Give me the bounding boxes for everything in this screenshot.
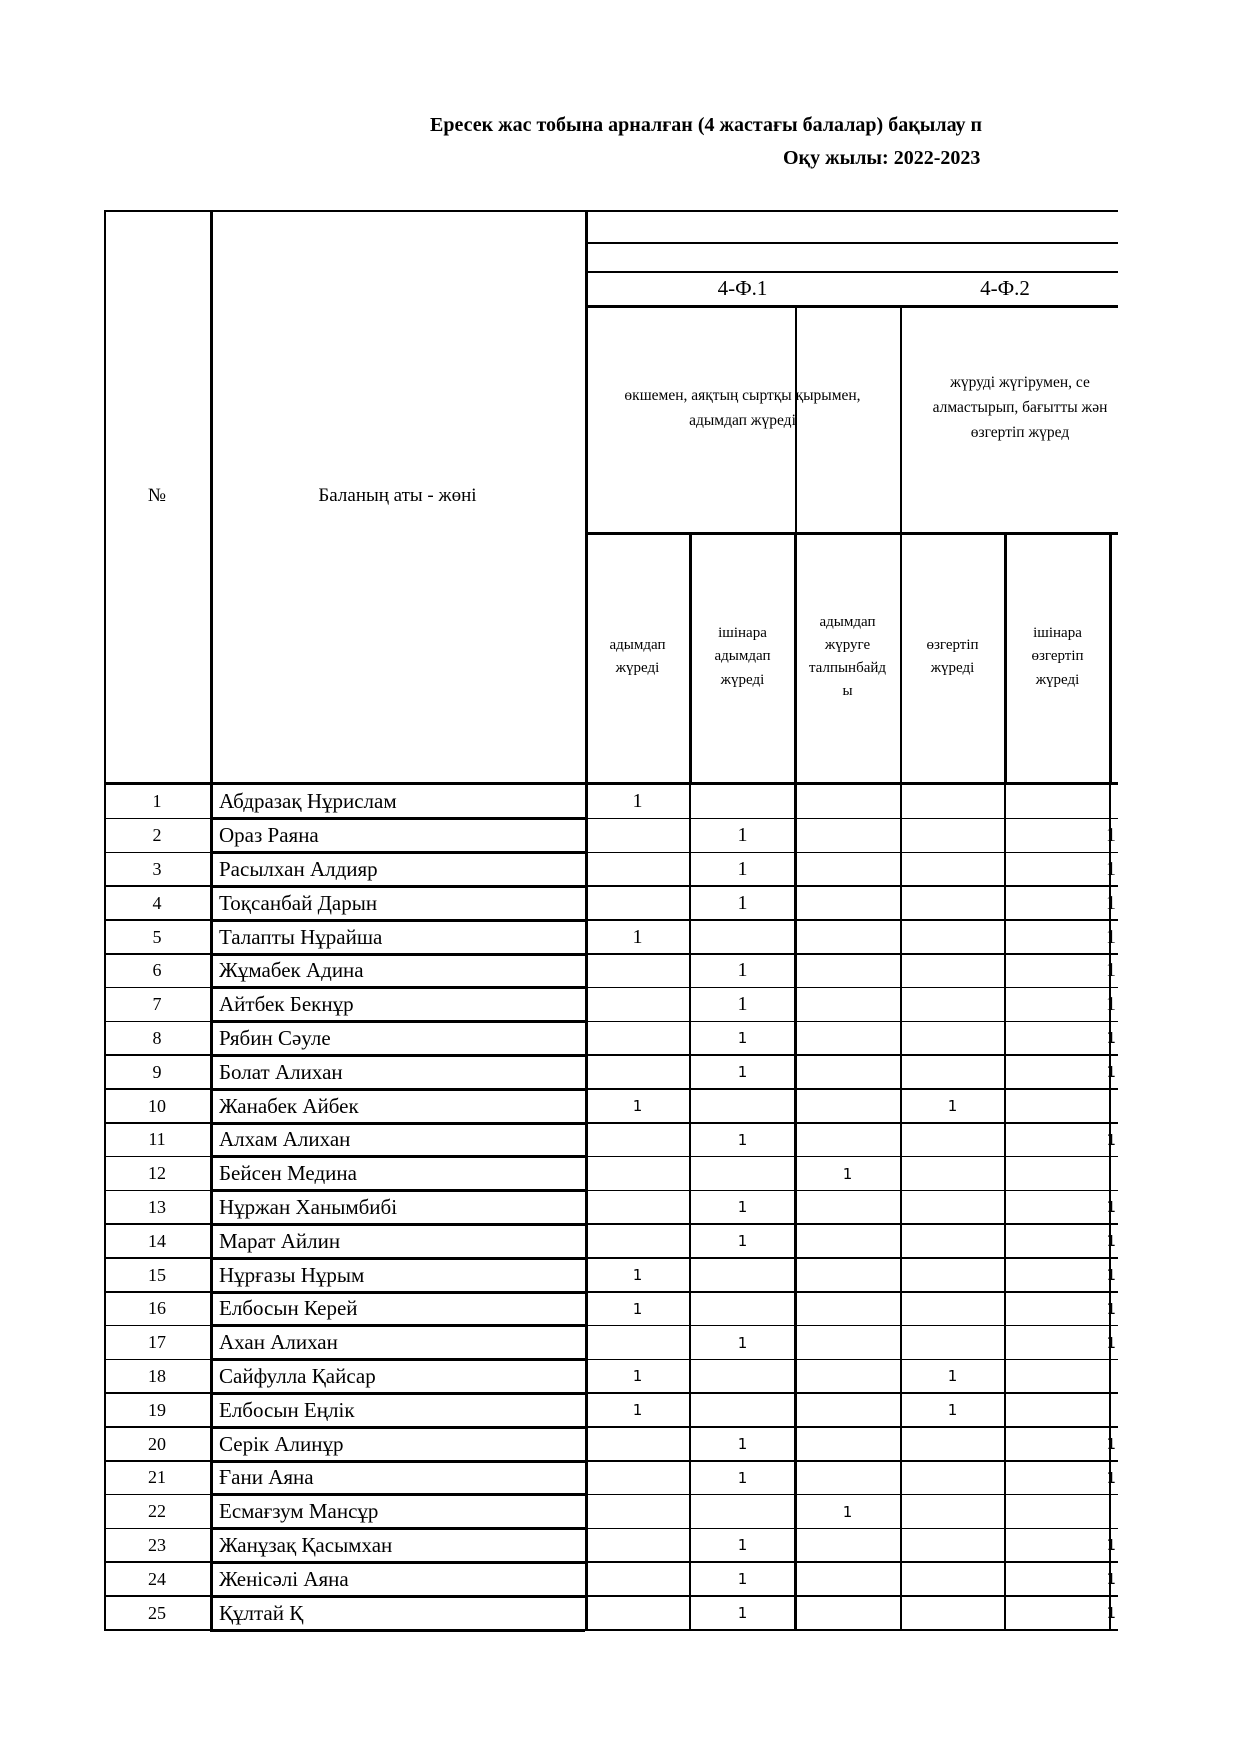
sub-column-header-line: ішінара [718,625,767,642]
child-name: Серік Алинұр [219,1431,344,1456]
mark-cell: 1 [737,1536,748,1555]
sub-column-header-line: талпынбайд [808,660,887,676]
row-number: 14 [148,1230,166,1251]
sub-column-header-line: жүруге [824,636,871,653]
mark-cell [795,1360,900,1394]
mark-cell: 1 [947,1401,958,1420]
child-name: Болат Алихан [219,1059,343,1084]
mark-cell: 1 [737,824,748,847]
mark-cell: 1 [1106,1468,1116,1487]
mark-cell [585,1224,690,1258]
mark-cell [690,785,795,819]
mark-cell [795,886,900,920]
sub-column-header [1005,532,1110,782]
mark-cell: 1 [1106,1604,1116,1623]
child-name: Жұмабек Адина [219,958,364,983]
number-column-header: № [147,485,167,506]
mark-cell [795,785,900,819]
row-number: 3 [152,858,162,879]
mark-cell [1005,1393,1118,1427]
mark-cell [690,1089,795,1123]
mark-cell: 1 [632,790,643,813]
row-number: 12 [148,1163,166,1184]
row-number: 1 [152,791,162,812]
group-description-4-f-1 [585,305,900,512]
sub-column-header-line: жүреді [1035,671,1080,688]
child-name: Елбосын Керей [219,1296,358,1321]
mark-cell: 1 [737,1468,748,1487]
mark-cell [795,1393,900,1427]
mark-cell: 1 [737,1063,748,1082]
mark-cell: 1 [737,1130,748,1149]
mark-cell [900,1157,1005,1191]
child-name: Талапты Нұрайша [219,924,383,949]
mark-cell [900,1258,1005,1292]
row-number: 20 [148,1433,166,1454]
sub-column-header [795,532,900,782]
mark-cell [795,920,900,954]
mark-cell: 1 [842,1164,853,1183]
sub-column-header-line: ы [842,683,853,700]
mark-cell [795,954,900,988]
mark-cell [795,1258,900,1292]
mark-cell [900,819,1005,853]
mark-cell [1005,1495,1118,1529]
child-name: Нұржан Ханымбибі [219,1194,398,1219]
mark-cell [585,1191,690,1225]
mark-cell [900,1292,1005,1326]
mark-cell: 1 [947,1367,958,1386]
mark-cell [795,1123,900,1157]
mark-cell: 1 [1106,1435,1116,1454]
mark-cell: 1 [737,1333,748,1352]
mark-cell [795,1596,900,1630]
mark-cell [900,1326,1005,1360]
mark-cell: 1 [1106,1063,1116,1082]
mark-cell [585,1427,690,1461]
child-name: Ахан Алихан [219,1330,338,1355]
mark-cell: 1 [1106,1198,1116,1217]
row-number: 5 [152,926,162,947]
mark-cell: 1 [1106,925,1116,948]
mark-cell: 1 [632,1299,643,1318]
mark-cell: 1 [737,1570,748,1589]
mark-cell [1005,785,1118,819]
mark-cell [795,1461,900,1495]
row-number: 13 [148,1196,166,1217]
mark-cell [795,1191,900,1225]
mark-cell [585,1562,690,1596]
mark-cell [795,819,900,853]
mark-cell [900,920,1005,954]
mark-cell [585,1596,690,1630]
row-number: 19 [148,1399,166,1420]
mark-cell: 1 [1106,1029,1116,1048]
mark-cell [690,1258,795,1292]
group-description-4-f-1-line: өкшемен, аяқтың сыртқы қырымен, [624,386,861,404]
mark-cell: 1 [737,1435,748,1454]
mark-cell [900,1123,1005,1157]
mark-cell [900,1427,1005,1461]
document-title: Ересек жас тобына арналған (4 жастағы балалар) бақылау п [430,114,983,136]
child-name: Жанұзақ Қасымхан [219,1532,393,1557]
sub-column-header-line: ішінара [1033,625,1082,642]
mark-cell: 1 [1106,891,1116,914]
mark-cell [585,1495,690,1529]
child-name: Расылхан Алдияр [219,856,378,881]
row-number: 11 [148,1129,166,1150]
child-name: Есмағзум Мансұр [219,1499,379,1524]
mark-cell [585,1055,690,1089]
mark-cell [690,1157,795,1191]
row-number: 15 [148,1264,166,1285]
mark-cell: 1 [1106,993,1116,1016]
mark-cell: 1 [1106,1570,1116,1589]
mark-cell [900,1191,1005,1225]
row-line-thick [210,1629,585,1632]
name-column-header: Баланың аты - жөні [318,485,477,506]
child-name: Марат Айлин [219,1228,341,1253]
mark-cell: 1 [737,993,748,1016]
row-number: 10 [148,1095,166,1116]
mark-cell [585,1529,690,1563]
group-code-4-f-1: 4-Ф.1 [717,275,768,300]
mark-cell [690,1292,795,1326]
sub-column-header [900,532,1005,782]
mark-cell [690,920,795,954]
mark-cell [585,886,690,920]
row-number: 18 [148,1365,166,1386]
sub-column-header [690,532,795,782]
row-number: 25 [148,1602,166,1623]
mark-cell [795,1427,900,1461]
group-description-4-f-2-line: өзгертіп жүред [970,423,1070,441]
mark-cell [900,988,1005,1022]
child-name: Рябин Сәуле [219,1025,331,1050]
mark-cell: 1 [737,891,748,914]
mark-cell: 1 [1106,1299,1116,1318]
mark-cell: 1 [947,1097,958,1116]
mark-cell: 1 [632,1367,643,1386]
group-description-4-f-2-line: алмастырып, бағытты жән [932,399,1108,417]
row-number: 22 [148,1501,166,1522]
mark-cell [1005,1089,1118,1123]
mark-cell [585,1157,690,1191]
mark-cell: 1 [1106,1333,1116,1352]
child-name: Нұрғазы Нұрым [219,1262,365,1287]
mark-cell [585,1461,690,1495]
mark-cell: 1 [632,1401,643,1420]
mark-cell [900,1495,1005,1529]
mark-cell [795,1562,900,1596]
mark-cell: 1 [737,1604,748,1623]
mark-cell [585,1022,690,1056]
mark-cell: 1 [737,959,748,982]
row-number: 8 [152,1027,162,1048]
mark-cell: 1 [1106,959,1116,982]
mark-cell [795,1292,900,1326]
row-number: 23 [148,1534,166,1555]
mark-cell [900,886,1005,920]
row-number: 9 [152,1061,162,1082]
mark-cell: 1 [1106,824,1116,847]
mark-cell: 1 [737,1198,748,1217]
child-name: Женісәлі Аяна [219,1566,349,1591]
row-line [585,1629,1118,1631]
child-name: Ораз Раяна [219,823,319,848]
mark-cell [1005,1360,1118,1394]
sub-column-header-line: жүреді [720,671,765,688]
child-name: Құлтай Қ [219,1600,304,1625]
mark-cell [900,954,1005,988]
mark-cell: 1 [737,857,748,880]
mark-cell [900,785,1005,819]
row-number: 17 [148,1332,166,1353]
mark-cell: 1 [737,1029,748,1048]
mark-cell [585,988,690,1022]
sub-column-header-line: адымдап [609,636,666,653]
row-number: 6 [152,960,162,981]
mark-cell [795,1529,900,1563]
mark-cell: 1 [1106,1232,1116,1251]
mark-cell [900,1529,1005,1563]
mark-cell: 1 [1106,1536,1116,1555]
mark-cell: 1 [842,1502,853,1521]
mark-cell: 1 [1106,857,1116,880]
mark-cell [690,1360,795,1394]
row-number: 4 [152,892,162,913]
mark-cell: 1 [1106,1130,1116,1149]
mark-cell [795,1326,900,1360]
group-code-4-f-2: 4-Ф.2 [980,275,1030,300]
mark-cell [585,853,690,887]
mark-cell [585,1123,690,1157]
mark-cell [585,954,690,988]
mark-cell [900,853,1005,887]
row-number: 16 [148,1298,166,1319]
mark-cell [795,1055,900,1089]
child-name: Алхам Алихан [219,1127,351,1152]
mark-cell [900,1562,1005,1596]
child-name: Абдразақ Нұрислам [219,789,397,814]
sub-column-header [585,532,690,782]
mark-cell [795,1089,900,1123]
sub-column-header-line: адымдап [714,648,771,665]
mark-cell: 1 [632,1097,643,1116]
mark-cell [795,1224,900,1258]
mark-cell: 1 [1106,1266,1116,1285]
mark-cell [690,1495,795,1529]
child-name: Ғани Аяна [219,1465,314,1490]
row-number: 24 [148,1568,166,1589]
sub-column-header-line: өзгертіп [926,636,979,653]
mark-cell [585,819,690,853]
child-name: Айтбек Бекнұр [219,992,354,1017]
mark-cell [900,1224,1005,1258]
group-description-4-f-2 [900,305,1118,512]
group-description-4-f-2-line: жүруді жүгірумен, се [950,374,1090,392]
child-name: Елбосын Еңлік [219,1397,355,1422]
mark-cell [900,1461,1005,1495]
mark-cell [900,1055,1005,1089]
mark-cell [585,1326,690,1360]
mark-cell [795,853,900,887]
mark-cell [900,1596,1005,1630]
mark-cell [795,1022,900,1056]
sub-column-header-line: өзгертіп [1031,648,1084,665]
mark-cell [690,1393,795,1427]
child-name: Тоқсанбай Дарын [219,890,378,915]
group-description-4-f-1-line: адымдап жүреді [689,411,796,429]
row-number: 21 [148,1467,166,1488]
row-number: 7 [152,994,162,1015]
child-name: Сайфулла Қайсар [219,1363,376,1388]
row-line [104,1629,210,1631]
mark-cell: 1 [737,1232,748,1251]
row-number: 2 [152,825,162,846]
sub-column-header-line: адымдап [819,613,876,630]
mark-cell: 1 [632,925,643,948]
mark-cell: 1 [632,1266,643,1285]
mark-cell [1005,1157,1118,1191]
header-rule [585,242,1118,244]
sub-column-header-line: жүреді [930,660,975,676]
mark-cell [795,988,900,1022]
academic-year: Оқу жылы: 2022-2023 [783,147,981,169]
child-name: Жанабек Айбек [219,1093,359,1118]
child-name: Бейсен Медина [219,1161,357,1186]
sub-column-header-line: жүреді [615,660,660,676]
mark-cell [900,1022,1005,1056]
